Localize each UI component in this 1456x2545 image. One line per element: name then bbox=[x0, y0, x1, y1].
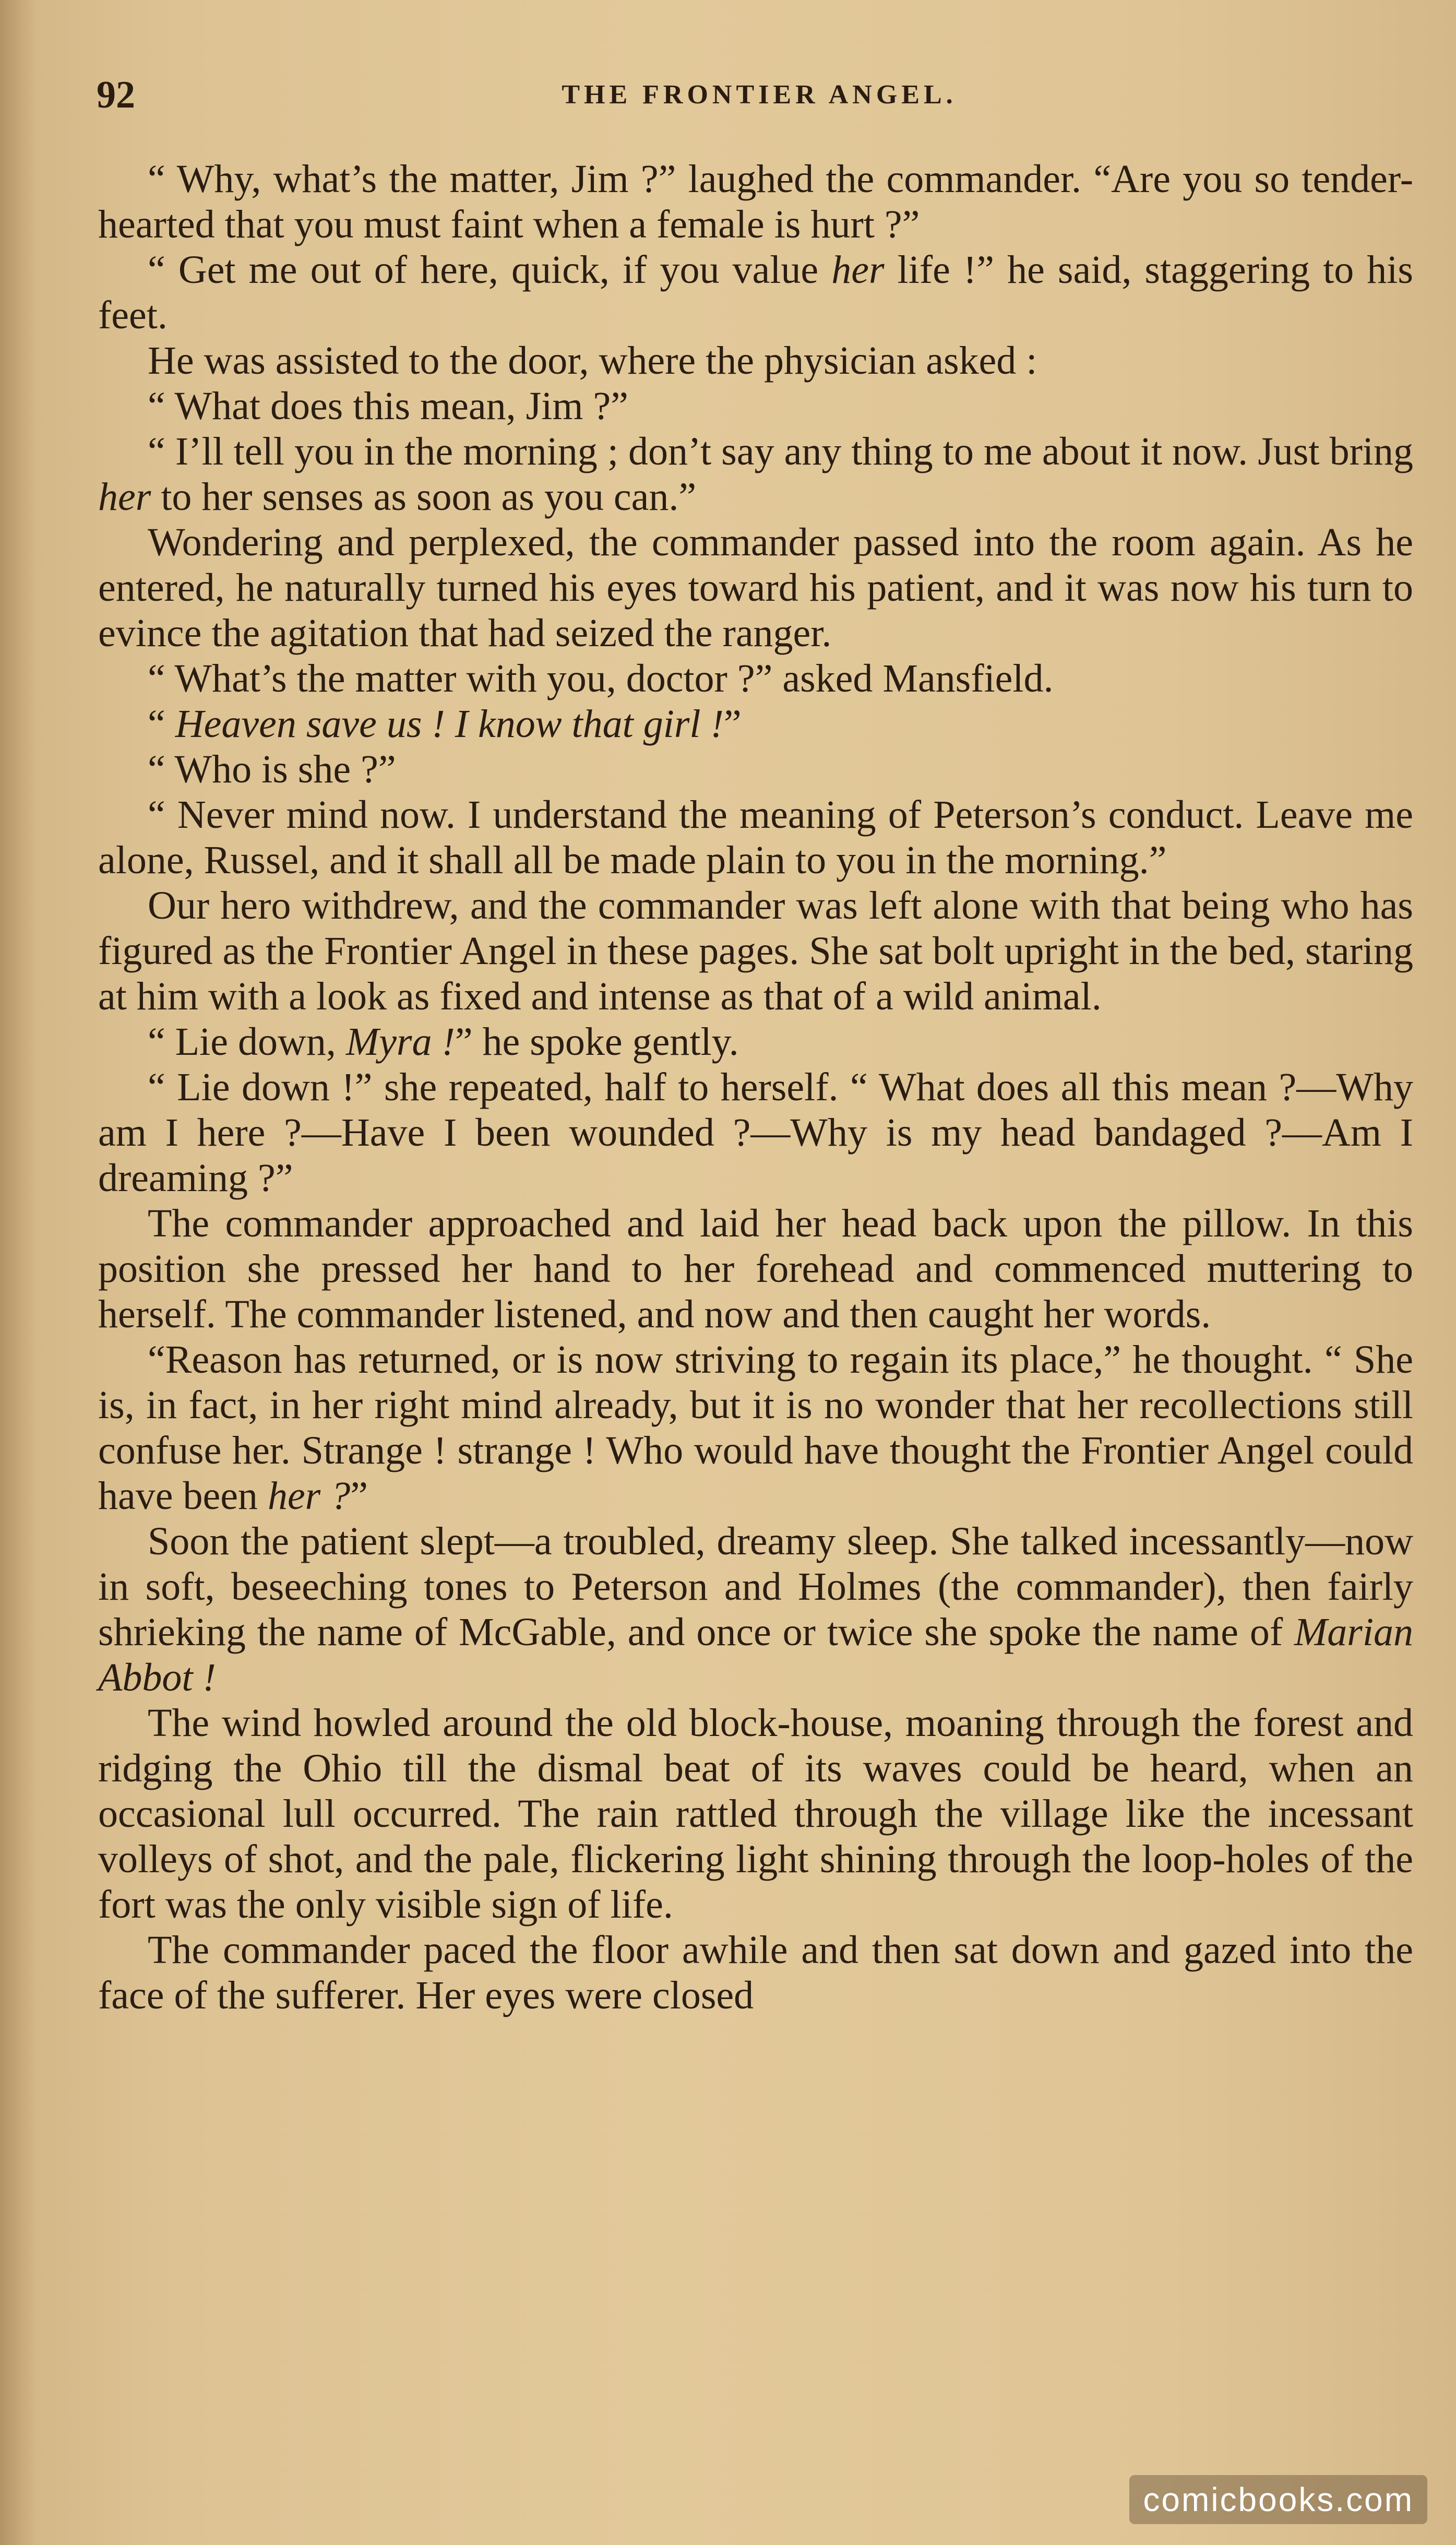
page-gutter-shadow bbox=[0, 0, 37, 2545]
italic-run: Marian Abbot ! bbox=[98, 1610, 1413, 1699]
paragraph bbox=[98, 1519, 1413, 1700]
paragraph bbox=[98, 1065, 1413, 1201]
text-run: life !” he said, staggering to his feet. bbox=[98, 248, 1413, 337]
page-number: 92 bbox=[97, 74, 135, 116]
paragraph bbox=[98, 656, 1413, 701]
paragraph bbox=[98, 429, 1413, 520]
paragraph bbox=[98, 1928, 1413, 2018]
text-run: “ Never mind now. I understand the meaning of Peterson’s conduct. Leave me alone, Russel, and it shall all be made plain to you in the morning.” bbox=[98, 793, 1413, 882]
paragraph bbox=[98, 1700, 1413, 1928]
paragraph bbox=[98, 1019, 1413, 1065]
italic-run: her bbox=[98, 475, 151, 519]
paragraph bbox=[98, 747, 1413, 792]
text-run: to her senses as soon as you can.” bbox=[151, 475, 697, 519]
paragraph bbox=[98, 883, 1413, 1019]
text-run: “ Who is she ?” bbox=[148, 747, 396, 791]
paragraph bbox=[98, 520, 1413, 656]
running-head: THE FRONTIER ANGEL. bbox=[562, 80, 957, 110]
text-run: ” bbox=[350, 1474, 368, 1518]
paragraph bbox=[98, 157, 1413, 247]
text-run: ” bbox=[723, 702, 742, 746]
paragraph bbox=[98, 247, 1413, 338]
italic-run: her ? bbox=[267, 1474, 351, 1518]
text-run: The wind howled around the old block-house, moaning through the forest and ridging the Ohio till the dismal beat of its waves could be heard, when an occasional lull occurred. The rain rattled through the village like the incessant volleys of shot, and the pale, flickering light shining through the loop-holes of the fort was the only visible sign of life. bbox=[98, 1701, 1413, 1926]
paragraph bbox=[98, 384, 1413, 429]
text-run: The commander paced the floor awhile and then sat down and gazed into the face of the sufferer. Her eyes were closed bbox=[98, 1928, 1413, 2017]
text-run: The commander approached and laid her head back upon the pillow. In this position she pressed her hand to her forehead and commenced muttering to herself. The commander listened, and now and then caught her words. bbox=[98, 1202, 1413, 1336]
text-run: “ Lie down !” she repeated, half to herself. “ What does all this mean ?—Why am I here ?—Have I been wounded ?—Why is my head bandaged ?—Am I dreaming ?” bbox=[98, 1065, 1413, 1200]
paragraph bbox=[98, 1201, 1413, 1337]
paragraph bbox=[98, 792, 1413, 883]
page-header bbox=[97, 73, 1422, 120]
text-run: “ Why, what’s the matter, Jim ?” laughed the commander. “Are you so tender-hearted that you must faint when a female is hurt ?” bbox=[98, 157, 1413, 246]
text-run: Soon the patient slept—a troubled, dreamy sleep. She talked incessantly—now in soft, beseeching tones to Peterson and Holmes (the commander), then fairly shrieking the name of McGable, and once or twice she spoke the name of bbox=[98, 1519, 1413, 1654]
text-run: Our hero withdrew, and the commander was left alone with that being who has figured as the Frontier Angel in these pages. She sat bolt upright in the bed, staring at him with a look as fixed and intense as that of a wild animal. bbox=[98, 884, 1413, 1018]
text-run: “ bbox=[148, 702, 175, 746]
text-run: “ What does this mean, Jim ?” bbox=[148, 384, 628, 428]
paragraph bbox=[98, 701, 1413, 747]
italic-run: Myra ! bbox=[345, 1020, 455, 1064]
paragraph bbox=[98, 338, 1413, 384]
text-run: Wondering and perplexed, the commander passed into the room again. As he entered, he naturally turned his eyes toward his patient, and it was now his turn to evince the agitation that had seized the ranger. bbox=[98, 520, 1413, 655]
body-text bbox=[98, 157, 1413, 2018]
text-run: ” he spoke gently. bbox=[455, 1020, 739, 1064]
text-run: “ Lie down, bbox=[148, 1020, 346, 1064]
watermark: comicbooks.com bbox=[1129, 2475, 1427, 2524]
text-run: “ What’s the matter with you, doctor ?” asked Mansfield. bbox=[148, 657, 1054, 700]
italic-run: Heaven save us ! I know that girl ! bbox=[175, 702, 724, 746]
text-run: “ I’ll tell you in the morning ; don’t say any thing to me about it now. Just bring bbox=[148, 430, 1413, 473]
italic-run: her bbox=[831, 248, 885, 292]
text-run: He was assisted to the door, where the physician asked : bbox=[148, 339, 1037, 383]
text-run: “ Get me out of here, quick, if you value bbox=[148, 248, 832, 292]
paragraph bbox=[98, 1337, 1413, 1519]
text-run: “Reason has returned, or is now striving to regain its place,” he thought. “ She is, in fact, in her right mind already, but it is no wonder that her recollections still confuse her. Strange ! strange ! Who would have thought the Frontier Angel could have been bbox=[98, 1338, 1413, 1518]
